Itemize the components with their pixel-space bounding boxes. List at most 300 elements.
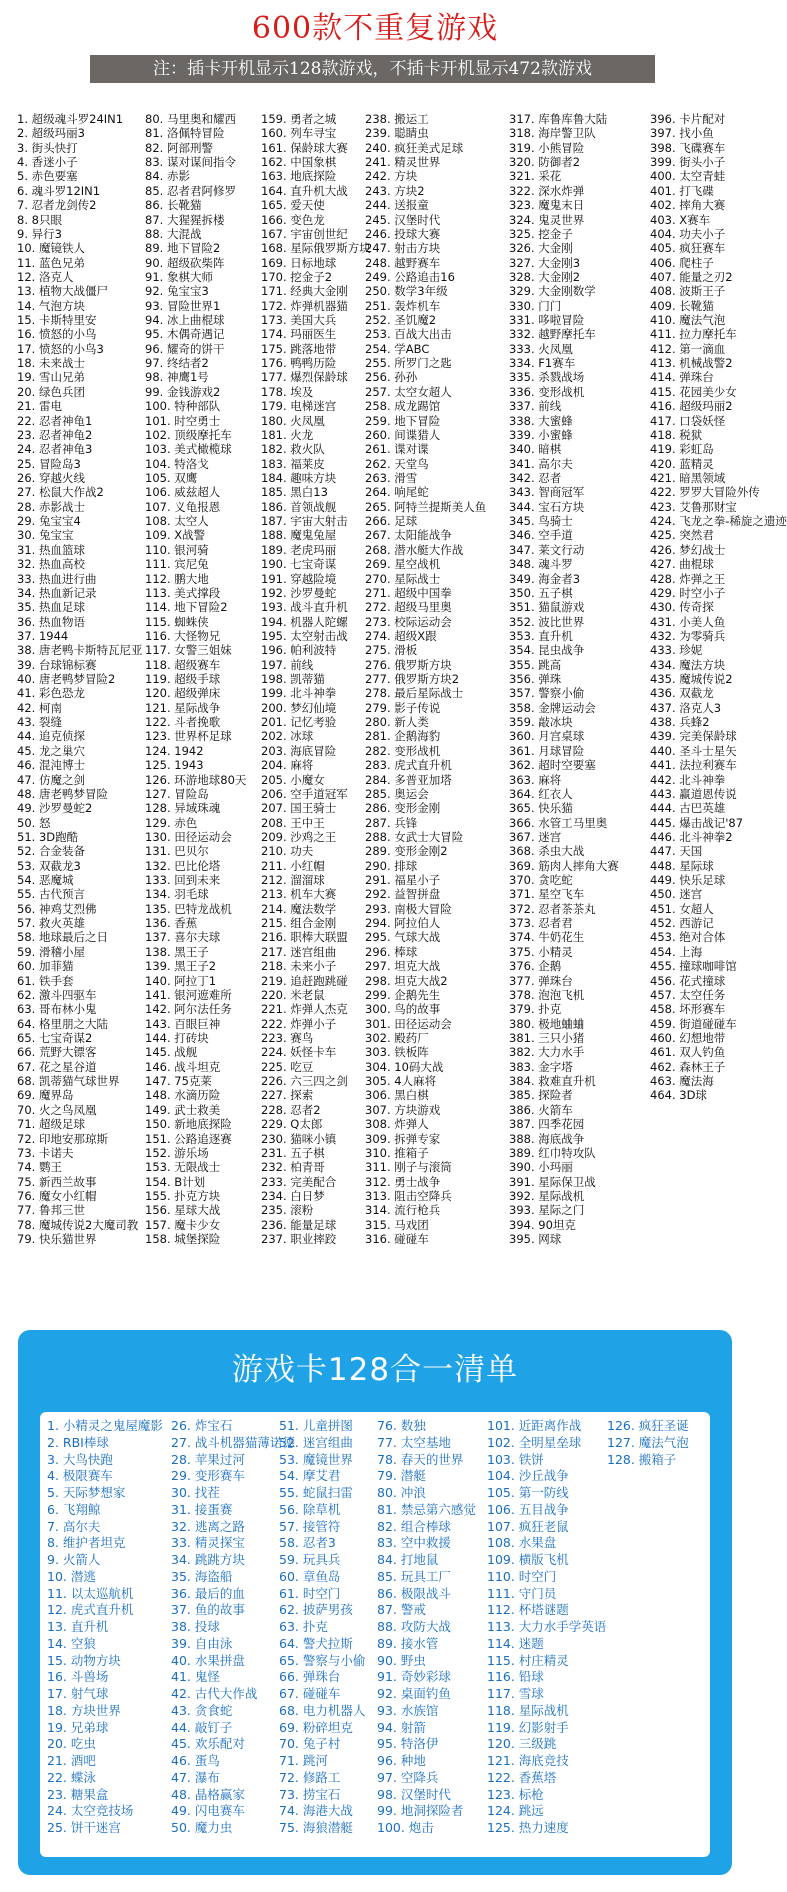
list-item: 391. 星际保卫战 (509, 1174, 596, 1189)
list-item: 374. 牛奶花生 (509, 930, 585, 945)
list-item: 102. 顶级摩托车 (145, 427, 232, 442)
list-item: 26. 穿越火线 (17, 470, 85, 485)
list-item: 69. 魔界岛 (17, 1088, 74, 1103)
list-item: 428. 炸弹之王 (650, 571, 726, 586)
list-item: 191. 穿越险境 (261, 571, 337, 586)
list-item: 337. 前线 (509, 399, 562, 414)
list-item: 24. 忍者神龟3 (17, 442, 93, 457)
list-item: 4. 极限赛车 (47, 1468, 113, 1484)
list-item: 119. 幻影射手 (487, 1719, 569, 1735)
list-item: 132. 巴比伦塔 (145, 858, 221, 873)
list-item: 260. 间谍猎人 (365, 427, 441, 442)
list-item: 450. 迷宫 (650, 887, 703, 902)
list-item: 23. 糖果盒 (47, 1786, 109, 1802)
list-item: 29. 兔宝宝4 (17, 514, 81, 529)
list-item: 434. 魔法方块 (650, 657, 726, 672)
list-item: 32. 热血高校 (17, 557, 85, 572)
list-item: 171. 经典大金刚 (261, 284, 348, 299)
list-item: 71. 跳河 (279, 1753, 328, 1768)
list-item: 82. 阿部刑警 (145, 140, 213, 155)
list-item: 162. 中国象棋 (261, 155, 337, 170)
list-item: 99. 地洞探险者 (377, 1803, 464, 1819)
list-item: 50. 魔力虫 (171, 1820, 233, 1835)
list-item: 36. 最后的血 (171, 1585, 245, 1601)
list-item: 375. 小精灵 (509, 944, 573, 959)
list-item: 39. 台球锦标赛 (17, 657, 97, 672)
list-item: 353. 直升机 (509, 628, 573, 643)
list-item: 359. 敲冰块 (509, 715, 573, 730)
list-item: 68. 电力机器人 (279, 1702, 366, 1718)
list-item: 97. 空降兵 (377, 1769, 439, 1785)
list-item: 387. 四季花园 (509, 1117, 585, 1132)
list-item: 42. 柯南 (17, 700, 62, 715)
list-item: 211. 小红帽 (261, 858, 325, 873)
list-item: 76. 数独 (377, 1418, 426, 1433)
list-item: 310. 推箱子 (365, 1145, 429, 1160)
list-item: 60. 加菲猫 (17, 959, 74, 974)
list-item: 78. 魔城传说2大魔司教 (17, 1217, 139, 1232)
list-item: 352. 波比世界 (509, 614, 585, 629)
list-item: 21. 雷电 (17, 399, 62, 414)
list-item: 320. 防御者2 (509, 155, 581, 170)
list-item: 262. 天堂鸟 (365, 456, 429, 471)
list-item: 199. 北斗神拳 (261, 686, 337, 701)
list-item: 168. 星际俄罗斯方块 (261, 241, 371, 256)
list-item: 316. 碰碰车 (365, 1232, 429, 1247)
list-item: 30. 兔宝宝 (17, 528, 74, 543)
list-item: 312. 勇士战争 (365, 1174, 441, 1189)
list-item: 41. 鬼怪 (171, 1669, 220, 1685)
game-column-2 (145, 112, 246, 1246)
list-item: 322. 深水炸弹 (509, 183, 585, 198)
list-item: 217. 迷宫组曲 (261, 944, 337, 959)
list-item: 239. 聪睛虫 (365, 126, 429, 141)
list-item: 169. 日标地球 (261, 255, 337, 270)
list-item: 125. 热力速度 (487, 1820, 569, 1835)
list-item: 288. 女武士大冒险 (365, 829, 464, 844)
list-item: 270. 星际战士 (365, 571, 441, 586)
list-item: 197. 前线 (261, 657, 314, 672)
list-item: 412. 第一滴血 (650, 341, 726, 356)
list-item: 178. 埃及 (261, 384, 314, 399)
list-item: 89. 接水管 (377, 1635, 439, 1651)
list-item: 96. 种地 (377, 1753, 426, 1768)
note-banner: 注：插卡开机显示128款游戏，不插卡开机显示472款游戏 (90, 55, 655, 83)
list-item: 414. 弹珠台 (650, 370, 714, 385)
list-item: 2. RBI棒球 (47, 1434, 109, 1450)
list-item: 456. 花式撞球 (650, 973, 726, 988)
list-item: 271. 超级中国拳 (365, 585, 452, 600)
list-item: 365. 快乐猫 (509, 801, 573, 816)
list-item: 148. 水滴历险 (145, 1088, 221, 1103)
list-item: 103. 美式橄榄球 (145, 442, 232, 457)
list-item: 35. 海盗船 (171, 1568, 233, 1584)
list-item: 156. 星球大战 (145, 1203, 221, 1218)
list-item: 8. 8只眼 (17, 212, 62, 227)
list-item: 21. 酒吧 (47, 1753, 96, 1768)
list-item: 402. 摔角大赛 (650, 198, 726, 213)
list-item: 22. 蝶泳 (47, 1769, 96, 1785)
list-item: 422. 罗罗大冒险外传 (650, 485, 760, 500)
list-item: 55. 蛇鼠扫雷 (279, 1485, 353, 1500)
list-item: 250. 数学3年级 (365, 284, 448, 299)
list-item: 226. 六三四之剑 (261, 1074, 348, 1089)
list-item: 261. 谍对谍 (365, 442, 429, 457)
list-item: 273. 校际运动会 (365, 614, 452, 629)
list-item: 413. 机械战警2 (650, 356, 733, 371)
list-item: 417. 口袋妖怪 (650, 413, 726, 428)
list-item: 28. 苹果过河 (171, 1451, 245, 1467)
list-item: 323. 魔鬼末日 (509, 198, 585, 213)
list-item: 430. 传奇探 (650, 600, 714, 615)
list-item: 204. 麻将 (261, 758, 314, 773)
list-item: 129. 赤色 (145, 815, 198, 830)
list-item: 114. 迷题 (487, 1635, 544, 1651)
list-item: 80. 马里奥和耀西 (145, 112, 236, 126)
list-item: 31. 接蛋赛 (171, 1501, 233, 1517)
list-item: 65. 警察与小偷 (279, 1652, 366, 1668)
list-item: 458. 坏形赛车 (650, 1002, 726, 1017)
list-item: 460. 幻想地带 (650, 1031, 726, 1045)
game-column-5 (509, 112, 619, 1246)
list-item: 308. 炸弹人 (365, 1117, 429, 1132)
list-item: 212. 溜溜球 (261, 873, 325, 888)
list-item: 266. 足球 (365, 514, 418, 529)
list-item: 56. 除草机 (279, 1501, 341, 1517)
list-item: 251. 轰炸机车 (365, 298, 441, 313)
list-item: 12. 洛克人 (17, 269, 74, 284)
list-item: 136. 香蕉 (145, 916, 198, 931)
list-item: 300. 鸟的故事 (365, 1002, 441, 1017)
list-item: 282. 变形战机 (365, 743, 441, 758)
list-item: 246. 投球大赛 (365, 226, 441, 241)
list-item: 379. 扑克 (509, 1002, 562, 1017)
list-item: 97. 终结者2 (145, 356, 209, 371)
list-item: 313. 阻击空降兵 (365, 1188, 452, 1203)
list-item: 82. 组合棒球 (377, 1518, 451, 1534)
list-item: 179. 电梯迷宫 (261, 399, 337, 414)
list-item: 66. 弹珠台 (279, 1669, 341, 1685)
list-item: 49. 沙罗曼蛇2 (17, 801, 93, 816)
list-item: 53. 双截龙3 (17, 858, 81, 873)
list-item: 297. 坦克大战 (365, 959, 441, 974)
list-item: 172. 炸弹机器猫 (261, 298, 348, 313)
list-item: 464. 3D球 (650, 1088, 707, 1103)
list-item: 89. 地下冒险2 (145, 241, 221, 256)
list-item: 252. 圣饥魔2 (365, 313, 437, 328)
list-item: 126. 疯狂圣诞 (607, 1418, 689, 1433)
list-item: 200. 梦幻仙境 (261, 700, 337, 715)
list-item: 436. 双截龙 (650, 686, 714, 701)
list-item: 363. 麻将 (509, 772, 562, 787)
list-item: 222. 炸弹小子 (261, 1016, 337, 1031)
list-item: 107. 疯狂老鼠 (487, 1518, 569, 1534)
list-item: 15. 动物方块 (47, 1652, 121, 1668)
list-item: 158. 城堡探险 (145, 1232, 221, 1247)
list-item: 263. 滑雪 (365, 470, 418, 485)
list-item: 25. 冒险岛3 (17, 456, 81, 471)
list-item: 333. 火凤凰 (509, 341, 573, 356)
list-item: 133. 回到未来 (145, 873, 221, 888)
list-item: 362. 超时空要塞 (509, 758, 596, 773)
list-item: 100. 炮击 (377, 1820, 434, 1835)
list-item: 319. 小熊冒险 (509, 140, 585, 155)
list-item: 58. 忍者3 (279, 1535, 336, 1551)
list-item: 53. 魔镜世界 (279, 1451, 353, 1467)
list-item: 364. 红衣人 (509, 786, 573, 801)
list-item: 111. 宾尼兔 (145, 557, 209, 572)
list-item: 438. 兵蜂2 (650, 715, 710, 730)
list-item: 396. 卡片配对 (650, 112, 726, 126)
list-item: 415. 花园美少女 (650, 384, 737, 399)
list-item: 371. 星空飞车 (509, 887, 585, 902)
list-item: 88. 大混战 (145, 226, 202, 241)
list-item: 186. 首领战舰 (261, 499, 337, 514)
list-item: 52. 合金装备 (17, 844, 85, 859)
list-item: 160. 列车寻宝 (261, 126, 337, 141)
list-item: 360. 月宫桌球 (509, 729, 585, 744)
list-item: 118. 星际战机 (487, 1702, 569, 1718)
list-item: 439. 完美保龄球 (650, 729, 737, 744)
list-item: 380. 极地蛐蛐 (509, 1016, 585, 1031)
list-item: 64. 格里朋之大陆 (17, 1016, 108, 1031)
list-item: 75. 海狼潜艇 (279, 1820, 353, 1835)
list-item: 85. 玩具工厂 (377, 1568, 451, 1584)
list-item: 347. 莱文行动 (509, 542, 585, 557)
list-item: 86. 极限战斗 (377, 1585, 451, 1601)
list-item: 90. 野虫 (377, 1652, 426, 1668)
list-item: 118. 超级赛车 (145, 657, 221, 672)
list-item: 420. 蓝精灵 (650, 456, 714, 471)
list-item: 203. 海底冒险 (261, 743, 337, 758)
list-item: 248. 越野赛车 (365, 255, 441, 270)
list-item: 301. 田径运动会 (365, 1016, 452, 1031)
list-item: 44. 敲钉子 (171, 1719, 233, 1735)
list-item: 71. 超级足球 (17, 1117, 85, 1132)
list-item: 384. 救难直升机 (509, 1074, 596, 1089)
list-item: 346. 空手道 (509, 528, 573, 543)
list-item: 66. 荒野大镖客 (17, 1045, 97, 1060)
list-item: 177. 爆烈保龄球 (261, 370, 348, 385)
list-item: 176. 鸭鸭历险 (261, 356, 337, 371)
list-item: 99. 金钱游戏2 (145, 384, 221, 399)
list-item: 290. 排球 (365, 858, 418, 873)
list-item: 102. 全明星垒球 (487, 1434, 582, 1450)
list-item: 50. 怒 (17, 815, 51, 830)
list-item: 63. 哥布林小鬼 (17, 1002, 97, 1017)
list-item: 219. 追赶跑跳碰 (261, 973, 348, 988)
list-item: 210. 功夫 (261, 844, 314, 859)
list-item: 327. 大金刚3 (509, 255, 581, 270)
list-item: 241. 精灵世界 (365, 155, 441, 170)
list-item: 25. 饼干迷宫 (47, 1820, 121, 1835)
list-item: 104. 沙丘战争 (487, 1468, 569, 1484)
list-item: 215. 组合金刚 (261, 916, 337, 931)
list-item: 113. 大力水手学英语 (487, 1619, 607, 1634)
list-item: 446. 北斗神拳2 (650, 829, 733, 844)
list-item: 185. 黑白13 (261, 485, 328, 500)
list-item: 54. 恶魔城 (17, 873, 74, 888)
list-item: 110. 银河骑 (145, 542, 209, 557)
list-item: 198. 凯蒂猫 (261, 672, 325, 687)
list-item: 34. 跳跳方块 (171, 1552, 245, 1567)
list-item: 113. 美式撑段 (145, 585, 221, 600)
list-item: 194. 机器人陀螺 (261, 614, 348, 629)
list-item: 6. 魂斗罗12IN1 (17, 183, 101, 198)
list-item: 161. 保龄球大赛 (261, 140, 348, 155)
list-item: 77. 鲁邦三世 (17, 1203, 85, 1218)
list-item: 453. 绝对合体 (650, 930, 726, 945)
list-item: 423. 艾鲁那财宝 (650, 499, 737, 514)
list-item: 13. 植物大战僵尸 (17, 284, 108, 299)
list-item: 2. 超级玛丽3 (17, 126, 85, 141)
list-item: 40. 水果拼盘 (171, 1652, 245, 1668)
list-item: 116. 铅球 (487, 1669, 544, 1685)
game-column-3 (261, 112, 371, 1246)
list-item: 39. 自由泳 (171, 1635, 233, 1651)
list-item: 190. 七宝奇谋 (261, 557, 337, 572)
list-item: 405. 疯狂赛车 (650, 241, 726, 256)
list-item: 258. 成龙踢馆 (365, 399, 441, 414)
list-item: 299. 企鹅先生 (365, 987, 441, 1002)
list-item: 280. 新人类 (365, 715, 429, 730)
list-item: 356. 弹珠 (509, 672, 562, 687)
list-item: 221. 炸弹人杰克 (261, 1002, 348, 1017)
list-item: 401. 打飞碟 (650, 183, 714, 198)
list-item: 279. 影子传说 (365, 700, 441, 715)
list-item: 385. 探险者 (509, 1088, 573, 1103)
list-item: 305. 4人麻将 (365, 1074, 437, 1089)
list-item: 404. 功夫小子 (650, 226, 726, 241)
list-item: 114. 地下冒险2 (145, 600, 228, 615)
list-item: 31. 热血篮球 (17, 542, 85, 557)
list-item: 17. 射气球 (47, 1686, 109, 1701)
list-item: 24. 太空竞技场 (47, 1803, 134, 1819)
list-item: 61. 时空门 (279, 1585, 341, 1601)
list-item: 318. 海岸警卫队 (509, 126, 596, 141)
list-item: 94. 射箭 (377, 1719, 426, 1735)
list-item: 205. 小魔女 (261, 772, 325, 787)
list-item: 209. 沙鸡之王 (261, 829, 337, 844)
list-item: 91. 奇妙彩球 (377, 1669, 451, 1685)
list-item: 104. 特洛戈 (145, 456, 209, 471)
list-item: 452. 西游记 (650, 916, 714, 931)
list-item: 277. 俄罗斯方块2 (365, 672, 460, 687)
list-item: 17. 愤怒的小鸟3 (17, 341, 104, 356)
list-item: 146. 战斗坦克 (145, 1059, 221, 1074)
list-item: 87. 大猩猩拆楼 (145, 212, 225, 227)
list-item: 445. 爆击战记'87 (650, 815, 744, 830)
list-item: 224. 妖怪卡车 (261, 1045, 337, 1060)
list-item: 342. 忍者 (509, 470, 562, 485)
list-item: 275. 滑板 (365, 643, 418, 658)
list-item: 256. 孙孙 (365, 370, 418, 385)
list-item: 196. 帕利波特 (261, 643, 337, 658)
list-item: 120. 超级弹床 (145, 686, 221, 701)
list-item: 425. 突然君 (650, 528, 714, 543)
list-item: 325. 挖金子 (509, 226, 573, 241)
list-item: 259. 地下冒险 (365, 413, 441, 428)
list-item: 108. 水果盘 (487, 1535, 557, 1551)
list-item: 341. 高尔夫 (509, 456, 573, 471)
list-item: 135. 巴特龙战机 (145, 901, 232, 916)
list-item: 264. 响尾蛇 (365, 485, 429, 500)
list-item: 101. 近距离作战 (487, 1418, 582, 1433)
list-item: 286. 变形金刚 (365, 801, 441, 816)
list-item: 289. 变形金刚2 (365, 844, 448, 859)
game-column-1 (17, 112, 142, 1246)
list-item: 43. 贪食蛇 (171, 1702, 233, 1718)
list-item: 358. 金牌运动会 (509, 700, 596, 715)
list-item: 112. 杯塔谜题 (487, 1602, 569, 1618)
list-item: 93. 水族馆 (377, 1702, 439, 1718)
list-item: 339. 小蜜蜂 (509, 427, 573, 442)
list-item: 243. 方块2 (365, 183, 425, 198)
list-item: 164. 直升机大战 (261, 183, 348, 198)
list-item: 406. 爬柱子 (650, 255, 714, 270)
list-item: 47. 仿魔之剑 (17, 772, 85, 787)
list-item: 74. 海港大战 (279, 1803, 353, 1819)
list-item: 144. 打砖块 (145, 1031, 209, 1045)
list-item: 394. 90坦克 (509, 1217, 576, 1232)
list-item: 151. 公路追逐赛 (145, 1131, 232, 1146)
list-item: 335. 杀戮战场 (509, 370, 585, 385)
list-item: 295. 气球大战 (365, 930, 441, 945)
list-item: 36. 热血物语 (17, 614, 85, 629)
list-item: 336. 变形战机 (509, 384, 585, 399)
list-item: 408. 波斯王子 (650, 284, 726, 299)
list-item: 48. 唐老鸭梦冒险 (17, 786, 108, 801)
list-item: 81. 禁忌第六感觉 (377, 1501, 476, 1517)
list-item: 382. 大力水手 (509, 1045, 585, 1060)
list-item: 232. 柏青哥 (261, 1160, 325, 1175)
list-item: 255. 所罗门之匙 (365, 356, 452, 371)
list-item: 372. 忍者茶茶丸 (509, 901, 596, 916)
list-item: 182. 救火队 (261, 442, 325, 457)
list-item: 455. 撞球咖啡馆 (650, 959, 737, 974)
list-item: 170. 挖金子2 (261, 269, 333, 284)
list-item: 181. 火龙 (261, 427, 314, 442)
list-item: 227. 探索 (261, 1088, 314, 1103)
list-item: 100. 特种部队 (145, 399, 221, 414)
list-item: 75. 新西兰故事 (17, 1174, 97, 1189)
list-item: 4. 香迷小子 (17, 155, 78, 170)
list-item: 287. 兵锋 (365, 815, 418, 830)
list-item: 253. 百战大出击 (365, 327, 452, 342)
list-item: 249. 公路追击16 (365, 269, 455, 284)
game-column-4 (365, 112, 486, 1246)
list-item: 344. 宝石方块 (509, 499, 585, 514)
list-item: 85. 忍者君阿修罗 (145, 183, 236, 198)
list-item: 187. 宇宙大射击 (261, 514, 348, 529)
list-item: 208. 王中王 (261, 815, 325, 830)
list-item: 127. 魔法气泡 (607, 1434, 689, 1450)
list-item: 188. 魔鬼兔屋 (261, 528, 337, 543)
list-item: 81. 洛佩特冒险 (145, 126, 225, 141)
list-item: 291. 福星小子 (365, 873, 441, 888)
list-item: 332. 越野摩托车 (509, 327, 596, 342)
list-item: 329. 大金刚数学 (509, 284, 596, 299)
list-item: 16. 斗兽场 (47, 1669, 109, 1685)
list-item: 376. 企鹅 (509, 959, 562, 974)
list-item: 72. 印地安那琼斯 (17, 1131, 108, 1146)
list-item: 440. 圣斗士星矢 (650, 743, 737, 758)
list-item: 389. 红巾特攻队 (509, 1145, 596, 1160)
list-item: 7. 忍者龙剑传2 (17, 198, 97, 213)
list-item: 57. 接管符 (279, 1518, 341, 1534)
list-item: 449. 快乐足球 (650, 873, 726, 888)
card-column-1 (47, 1418, 163, 1837)
